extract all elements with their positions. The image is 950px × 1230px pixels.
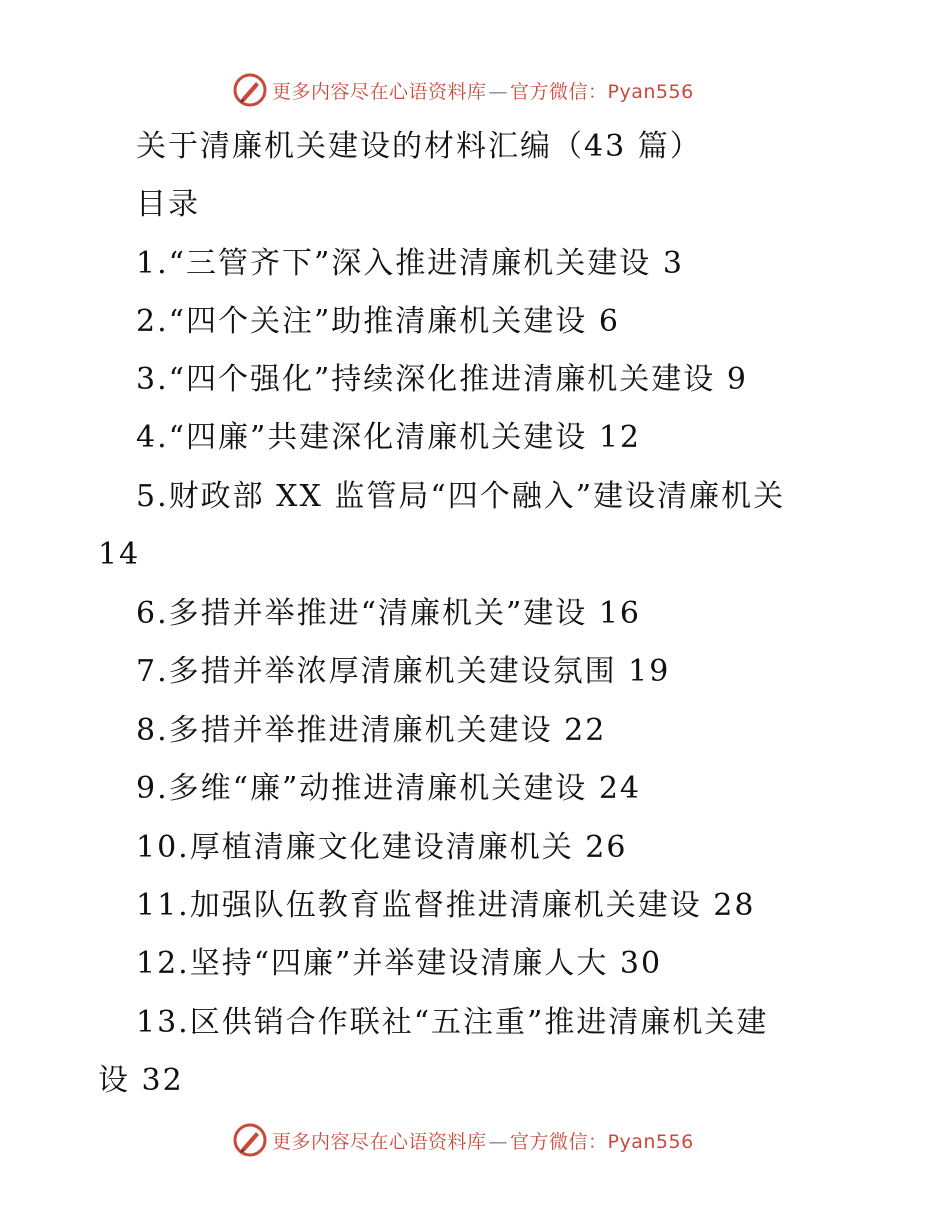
toc-item: 9.多维“廉”动推进清廉机关建设 24	[136, 771, 642, 806]
banner-wechat: 官方微信：Pyan556	[510, 80, 694, 103]
pen-logo-icon	[232, 72, 268, 108]
toc-item: 2.“四个关注”助推清廉机关建设 6	[136, 304, 620, 339]
banner-main: 更多内容尽在心语资料库	[272, 1130, 487, 1153]
banner-main: 更多内容尽在心语资料库	[272, 80, 487, 103]
banner-dash: —	[488, 1130, 509, 1153]
header-banner	[232, 70, 694, 110]
document-title: 关于清廉机关建设的材料汇编（43 篇）	[136, 129, 702, 164]
toc-item: 8.多措并举推进清廉机关建设 22	[136, 713, 607, 748]
footer-banner	[232, 1120, 694, 1160]
toc-item: 13.区供销合作联社“五注重”推进清廉机关建	[136, 1005, 769, 1040]
banner-text	[272, 77, 694, 104]
toc-item: 6.多措并举推进“清廉机关”建设 16	[136, 596, 642, 631]
toc-item-continuation: 设 32	[98, 1063, 184, 1098]
toc-heading: 目录	[136, 187, 200, 222]
banner-dash: —	[488, 80, 509, 103]
toc-item: 5.财政部 XX 监管局“四个融入”建设清廉机关	[136, 479, 786, 514]
toc-item: 10.厚植清廉文化建设清廉机关 26	[136, 830, 628, 865]
toc-item: 1.“三管齐下”深入推进清廉机关建设 3	[136, 246, 684, 281]
pen-logo-icon	[232, 1122, 268, 1158]
toc-item: 11.加强队伍教育监督推进清廉机关建设 28	[136, 888, 756, 923]
toc-item: 7.多措并举浓厚清廉机关建设氛围 19	[136, 654, 671, 689]
toc-item: 3.“四个强化”持续深化推进清廉机关建设 9	[136, 362, 748, 397]
banner-wechat: 官方微信：Pyan556	[510, 1130, 694, 1153]
toc-item-continuation: 14	[98, 537, 141, 572]
banner-text	[272, 1127, 694, 1154]
toc-item: 12.坚持“四廉”并举建设清廉人大 30	[136, 946, 663, 981]
toc-item: 4.“四廉”共建深化清廉机关建设 12	[136, 420, 642, 455]
